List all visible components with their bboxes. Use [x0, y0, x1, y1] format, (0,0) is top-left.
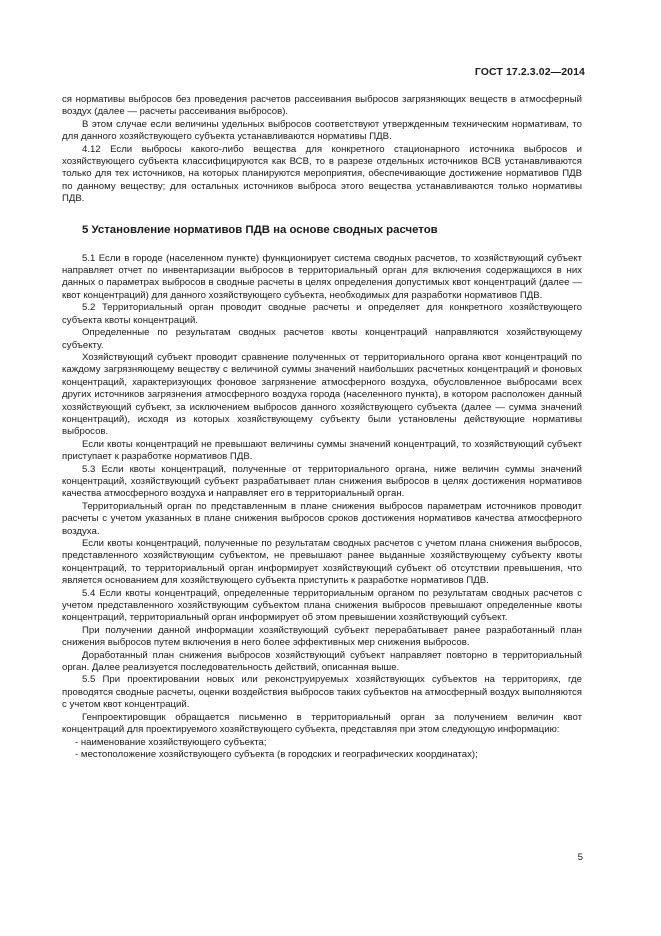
paragraph-clause-5-3: 5.3 Если квоты концентраций, полученные от территориального органа, ниже величин суммы значений концентраций, хозяйствующий субъект разрабатывает план снижения выбросов в целях достижения нормативов качества атмосферного воздуха и направляет его в территориальный орган. [62, 463, 582, 500]
paragraph-clause-4-12: 4.12 Если выбросы какого-либо вещества для конкретного стационарного источника выбросов и хозяйствующего субъекта классифицируются как ВСВ, то в разрезе отдельных источников ВСВ устанавливаются только для тех источников, на которых планируются мероприятия, обеспечивающие достижение нормативов ПДВ по данному веществу; для остальных источников выброса этого вещества устанавливаются только нормативы ПДВ. [62, 143, 582, 205]
paragraph: В этом случае если величины удельных выбросов соответствуют утвержденным техническим нормативам, то для данного хозяйствующего субъекта устанавливаются нормативы ПДВ. [62, 118, 582, 143]
paragraph-clause-5-5: 5.5 При проектировании новых или реконструируемых хозяйствующих субъектов на территориях, где проводятся сводные расчеты, оценки воздействия выбросов таких субъектов на атмосферный воздух выполняются с учетом квот концентраций. [62, 674, 582, 711]
paragraph: Если квоты концентраций, полученные по результатам сводных расчетов с учетом плана снижения выбросов, представленного хозяйствующим субъектом, не превышают ранее выданные хозяйствующему субъекту квоты концентраций, то территориальный орган информирует хозяйствующий субъект об отсутствии превышения, что является основанием для хозяйствующего субъекта приступить к разработке нормативов ПДВ. [62, 538, 582, 587]
paragraph: Доработанный план снижения выбросов хозяйствующий субъект направляет повторно в территориальный орган. Далее реализуется последовательность действий, описанная выше. [62, 649, 582, 674]
paragraph: Генпроектировщик обращается письменно в территориальный орган за получением величин квот концентраций для проектируемого хозяйствующего субъекта, представляя при этом следующую информацию: [62, 711, 582, 736]
document-body [62, 94, 582, 761]
page-number: 5 [577, 852, 583, 863]
list-item: - местоположение хозяйствующего субъекта (в городских и географических координатах); [75, 748, 478, 760]
paragraph-clause-5-4: 5.4 Если квоты концентраций, определенные территориальным органом по результатам сводных расчетов с учетом представленного хозяйствующим субъектом плана снижения выбросов превышают определенные квоты концентраций, территориальный орган информирует об этом превышении хозяйствующий субъект. [62, 587, 582, 624]
paragraph: Территориальный орган по представленным в плане снижения выбросов параметрам источников проводит расчеты с учетом указанных в плане снижения выбросов сроков достижения нормативов качества атмосферного воздуха. [62, 500, 582, 537]
paragraph: Хозяйствующий субъект проводит сравнение полученных от территориального органа квот концентраций по каждому загрязняющему веществу с величиной суммы значений наибольших расчетных концентраций и фоновых концентраций, характеризующих фоновое загрязнение атмосферного воздуха, обусловленное выбросами всех других источников загрязнения атмосферного воздуха города (населенного пункта), в котором расположен данный хозяйствующий субъект, за исключением выбросов данного хозяйствующего субъекта (далее — сумма значений концентраций), исходя из которых хозяйствующему субъекту были установлены действующие нормативы выбросов. [62, 351, 582, 438]
paragraph: Определенные по результатам сводных расчетов квоты концентраций направляются хозяйствующему субъекту. [62, 327, 582, 351]
section-5-title: 5 Установление нормативов ПДВ на основе сводных расчетов [82, 223, 438, 236]
paragraph-clause-5-2: 5.2 Территориальный орган проводит сводные расчеты и определяет для конкретного хозяйствующего субъекта квоты концентраций. [62, 302, 582, 326]
standard-code-header: ГОСТ 17.2.3.02—2014 [474, 66, 585, 78]
paragraph: Если квоты концентраций не превышают величины суммы значений концентраций, то хозяйствующий субъект приступает к разработке нормативов ПДВ. [62, 438, 582, 463]
list-item: - наименование хозяйствующего субъекта; [75, 736, 267, 748]
paragraph-clause-5-1: 5.1 Если в городе (населенном пункте) функционирует система сводных расчетов, то хозяйствующий субъект направляет отчет по инвентаризации выбросов в территориальный орган для включения содержащихся в них данных о параметрах выбросов в сводные расчеты в целях определения допустимых квот концентраций (далее — квот концентраций) для данного хозяйствующего субъекта, необходимых для разработки нормативов ПДВ. [62, 252, 582, 301]
paragraph: При получении данной информации хозяйствующий субъект перерабатывает ранее разработанный план снижения выбросов путем включения в него более эффективных мер снижения выбросов. [62, 624, 582, 649]
paragraph-continuation: ся нормативы выбросов без проведения расчетов рассеивания выбросов загрязняющих веществ в атмосферный воздух (далее — расчеты рассеивания выбросов). [62, 94, 582, 118]
